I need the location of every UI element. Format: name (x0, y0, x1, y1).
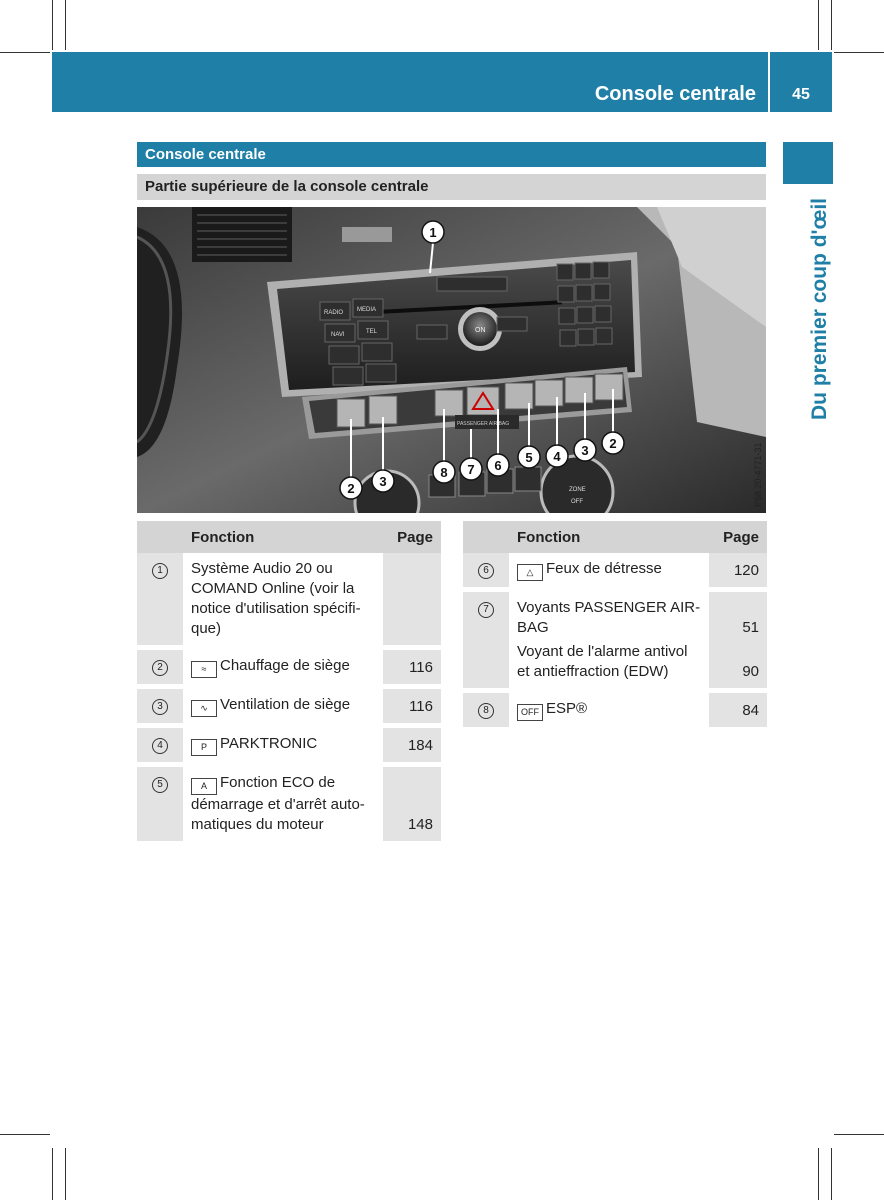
row-description (509, 553, 709, 590)
table-row (137, 765, 441, 842)
off-label: OFF (571, 499, 583, 505)
row-page (383, 553, 441, 648)
row-description (509, 590, 709, 691)
row-page: 116 (383, 648, 441, 687)
on-label: ON (475, 327, 486, 334)
eco-start-stop-icon: A (191, 778, 217, 795)
callout-5: 5 (525, 450, 533, 465)
table-row (137, 648, 441, 687)
crop-mark (65, 1148, 66, 1200)
row-number-cell (463, 553, 509, 590)
callout-7: 7 (467, 462, 475, 477)
callout-3-left: 3 (379, 474, 387, 489)
table-row (137, 726, 441, 765)
radio-label: RADIO (324, 310, 344, 316)
row-number-cell (137, 687, 183, 726)
table-header-function: Fonction (183, 521, 383, 553)
row-text: ESP® (546, 700, 588, 717)
function-table-right (463, 521, 767, 727)
row-page: 51 (742, 619, 759, 636)
crop-mark (831, 1148, 832, 1200)
passenger-airbag-label: PASSENGER AIR BAG (457, 421, 510, 427)
row-page: 116 (383, 687, 441, 726)
crop-mark (834, 52, 884, 53)
callout-6: 6 (494, 458, 502, 473)
running-header-title: Console centrale (594, 83, 756, 105)
callout-8: 8 (440, 465, 448, 480)
row-text: Feux de détresse (546, 560, 662, 577)
subsection-title: Partie supérieure de la console centrale (137, 174, 766, 200)
photo-reference: P68.20-4771-31 (753, 442, 763, 507)
callout-3-right: 3 (581, 443, 589, 458)
item-number: 6 (478, 563, 494, 579)
page-number: 45 (792, 86, 810, 103)
table-header-function: Fonction (509, 521, 709, 553)
row-description (509, 691, 709, 728)
function-table-left (137, 521, 441, 841)
item-number: 4 (152, 738, 168, 754)
crop-mark (818, 1148, 819, 1200)
crop-mark (52, 0, 53, 50)
table-row (137, 553, 441, 648)
hazard-warning-icon: △ (517, 564, 543, 581)
item-number: 5 (152, 777, 168, 793)
table-row (463, 691, 767, 728)
row-description (183, 648, 383, 687)
row-description (183, 765, 383, 842)
chapter-tab (783, 142, 833, 184)
table-header-blank (463, 521, 509, 553)
callout-2-right: 2 (609, 436, 617, 451)
chapter-tab-label: Du premier coup d'œil (808, 197, 831, 420)
navi-label: NAVI (331, 332, 345, 338)
seat-heating-icon: ≈ (191, 661, 217, 678)
crop-mark (0, 52, 50, 53)
row-text-secondary: Voyant de l'alarme antivol et antieffraction (EDW) (517, 643, 688, 680)
row-page-secondary: 90 (742, 663, 759, 680)
callout-1: 1 (429, 225, 437, 240)
row-text: Ventilation de siège (220, 696, 351, 713)
crop-mark (834, 1134, 884, 1135)
row-description (183, 553, 383, 648)
item-number: 3 (152, 699, 168, 715)
table-row (463, 553, 767, 590)
page-number-box (770, 52, 832, 112)
table-header-page: Page (709, 521, 767, 553)
table-header-blank (137, 521, 183, 553)
running-header (52, 52, 768, 112)
crop-mark (0, 1134, 50, 1135)
row-text: PARKTRONIC (220, 735, 318, 752)
row-number-cell (137, 726, 183, 765)
row-page: 84 (709, 691, 767, 728)
row-text: Chauffage de siège (220, 657, 350, 674)
tel-label: TEL (366, 329, 378, 335)
row-text: Fonction ECO de démarrage et d'arrêt auto-matiques du moteur (191, 774, 365, 833)
row-number-cell (137, 648, 183, 687)
row-text: Système Audio 20 ou COMAND Online (voir la notice d'utilisation spécifi-que) (191, 560, 361, 637)
table-row (137, 687, 441, 726)
crop-mark (52, 1148, 53, 1200)
item-number: 8 (478, 703, 494, 719)
row-number-cell (463, 590, 509, 691)
crop-mark (831, 0, 832, 50)
item-number: 2 (152, 660, 168, 676)
item-number: 7 (478, 602, 494, 618)
row-description (183, 726, 383, 765)
section-title: Console centrale (137, 142, 766, 167)
esp-off-icon: OFF (517, 704, 543, 721)
row-text: Voyants PASSENGER AIR-BAG (517, 599, 701, 636)
row-description (183, 687, 383, 726)
table-header-page: Page (383, 521, 441, 553)
row-number-cell (137, 765, 183, 842)
row-page: 184 (383, 726, 441, 765)
seat-ventilation-icon: ∿ (191, 700, 217, 717)
callout-4: 4 (553, 449, 561, 464)
callout-2-left: 2 (347, 481, 355, 496)
row-page: 148 (383, 765, 441, 842)
table-row (463, 590, 767, 691)
crop-mark (65, 0, 66, 50)
row-number-cell (463, 691, 509, 728)
row-page: 120 (709, 553, 767, 590)
media-label: MEDIA (357, 307, 377, 313)
center-console-photo (137, 207, 766, 513)
row-number-cell (137, 553, 183, 648)
parktronic-icon: P (191, 739, 217, 756)
zone-label: ZONE (569, 487, 586, 493)
row-page-cell (709, 590, 767, 691)
crop-mark (818, 0, 819, 50)
item-number: 1 (152, 563, 168, 579)
